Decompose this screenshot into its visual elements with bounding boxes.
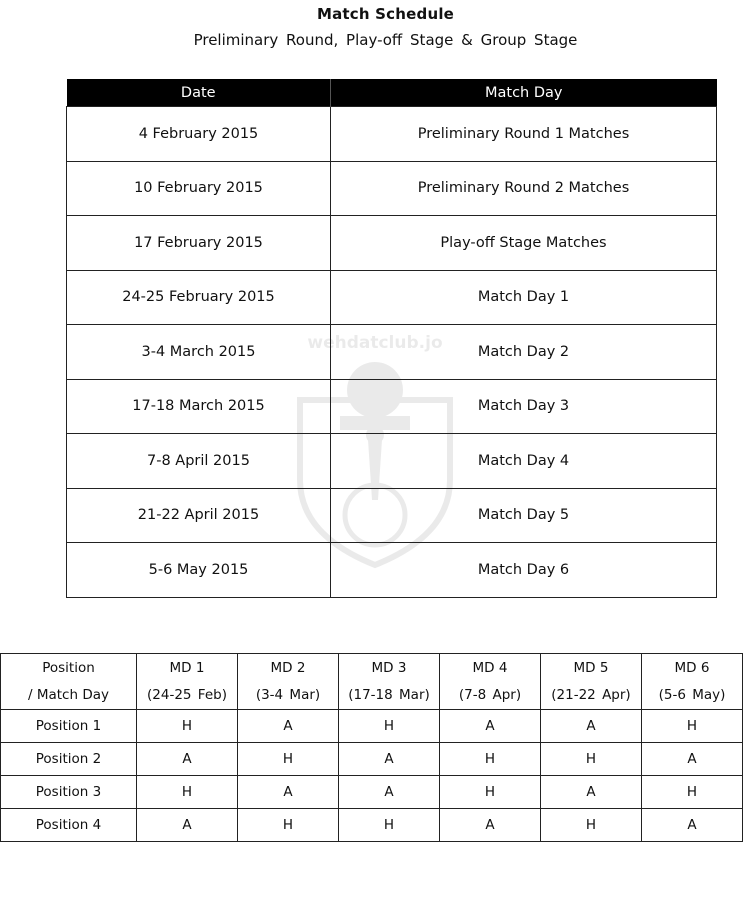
venue-cell: H (440, 743, 541, 776)
position-label: Position 2 (1, 743, 137, 776)
date-cell: 4 February 2015 (67, 107, 331, 162)
date-cell: 7-8 April 2015 (67, 434, 331, 489)
venue-cell: H (541, 743, 642, 776)
table-row (67, 107, 717, 162)
column-header-md5 (541, 654, 642, 710)
date-cell: 5-6 May 2015 (67, 543, 331, 598)
md-label: MD 1 (169, 659, 205, 676)
table-row (67, 161, 717, 216)
column-header-md1 (137, 654, 238, 710)
column-header-date: Date (67, 79, 331, 107)
match-cell: Match Day 5 (331, 488, 717, 543)
md-label: MD 5 (573, 659, 609, 676)
table-row (67, 325, 717, 380)
md-dates: (17-18 Mar) (348, 686, 430, 703)
position-label: Position 4 (1, 809, 137, 842)
md-dates: (24-25 Feb) (147, 686, 227, 703)
table-row (1, 743, 743, 776)
venue-cell: A (137, 809, 238, 842)
venue-cell: H (238, 743, 339, 776)
venue-cell: H (137, 776, 238, 809)
venue-cell: H (642, 776, 743, 809)
column-header-md4 (440, 654, 541, 710)
position-label: Position 3 (1, 776, 137, 809)
column-header-md3 (339, 654, 440, 710)
venue-cell: H (339, 710, 440, 743)
venue-cell: H (238, 809, 339, 842)
venue-cell: A (137, 743, 238, 776)
watermark-text: wehdatclub.jo (307, 333, 443, 353)
venue-cell: H (339, 809, 440, 842)
venue-cell: A (339, 776, 440, 809)
venue-cell: H (137, 710, 238, 743)
column-header-match-day: Match Day (331, 79, 717, 107)
md-label: MD 6 (674, 659, 710, 676)
venue-cell: A (339, 743, 440, 776)
match-cell: Preliminary Round 2 Matches (331, 161, 717, 216)
column-header-md2 (238, 654, 339, 710)
match-cell: Match Day 2 (331, 325, 717, 380)
table-row (67, 488, 717, 543)
corner-header-line1: Position (42, 659, 95, 676)
table-row (67, 434, 717, 489)
position-header-row (1, 654, 743, 710)
page-subtitle: Preliminary Round, Play-off Stage & Group Stage (193, 31, 578, 49)
match-cell: Play-off Stage Matches (331, 216, 717, 271)
venue-cell: A (541, 710, 642, 743)
date-cell: 17 February 2015 (67, 216, 331, 271)
venue-cell: A (541, 776, 642, 809)
venue-cell: A (642, 743, 743, 776)
venue-cell: H (541, 809, 642, 842)
match-cell: Match Day 4 (331, 434, 717, 489)
match-cell: Preliminary Round 1 Matches (331, 107, 717, 162)
md-label: MD 4 (472, 659, 508, 676)
md-dates: (7-8 Apr) (458, 686, 522, 703)
venue-cell: A (238, 776, 339, 809)
match-cell: Match Day 6 (331, 543, 717, 598)
venue-cell: A (440, 809, 541, 842)
table-row (1, 809, 743, 842)
position-label: Position 1 (1, 710, 137, 743)
table-row (67, 270, 717, 325)
date-cell: 24-25 February 2015 (67, 270, 331, 325)
table-row (1, 710, 743, 743)
table-row (1, 776, 743, 809)
table-row (67, 543, 717, 598)
position-table (0, 653, 743, 842)
venue-cell: H (440, 776, 541, 809)
corner-header (1, 654, 137, 710)
md-dates: (5-6 May) (658, 686, 726, 703)
venue-cell: A (238, 710, 339, 743)
venue-cell: H (642, 710, 743, 743)
venue-cell: A (440, 710, 541, 743)
corner-header-line2: / Match Day (28, 686, 109, 703)
date-cell: 21-22 April 2015 (67, 488, 331, 543)
md-dates: (21-22 Apr) (551, 686, 631, 703)
page-title: Match Schedule (316, 5, 455, 23)
table-row (67, 379, 717, 434)
md-label: MD 3 (371, 659, 407, 676)
column-header-md6 (642, 654, 743, 710)
md-dates: (3-4 Mar) (255, 686, 321, 703)
venue-cell: A (642, 809, 743, 842)
md-label: MD 2 (270, 659, 306, 676)
date-cell: 17-18 March 2015 (67, 379, 331, 434)
date-cell: 3-4 March 2015 (67, 325, 331, 380)
schedule-header-row (67, 79, 717, 107)
table-row (67, 216, 717, 271)
match-cell: Match Day 1 (331, 270, 717, 325)
schedule-table (66, 79, 717, 598)
date-cell: 10 February 2015 (67, 161, 331, 216)
match-cell: Match Day 3 (331, 379, 717, 434)
